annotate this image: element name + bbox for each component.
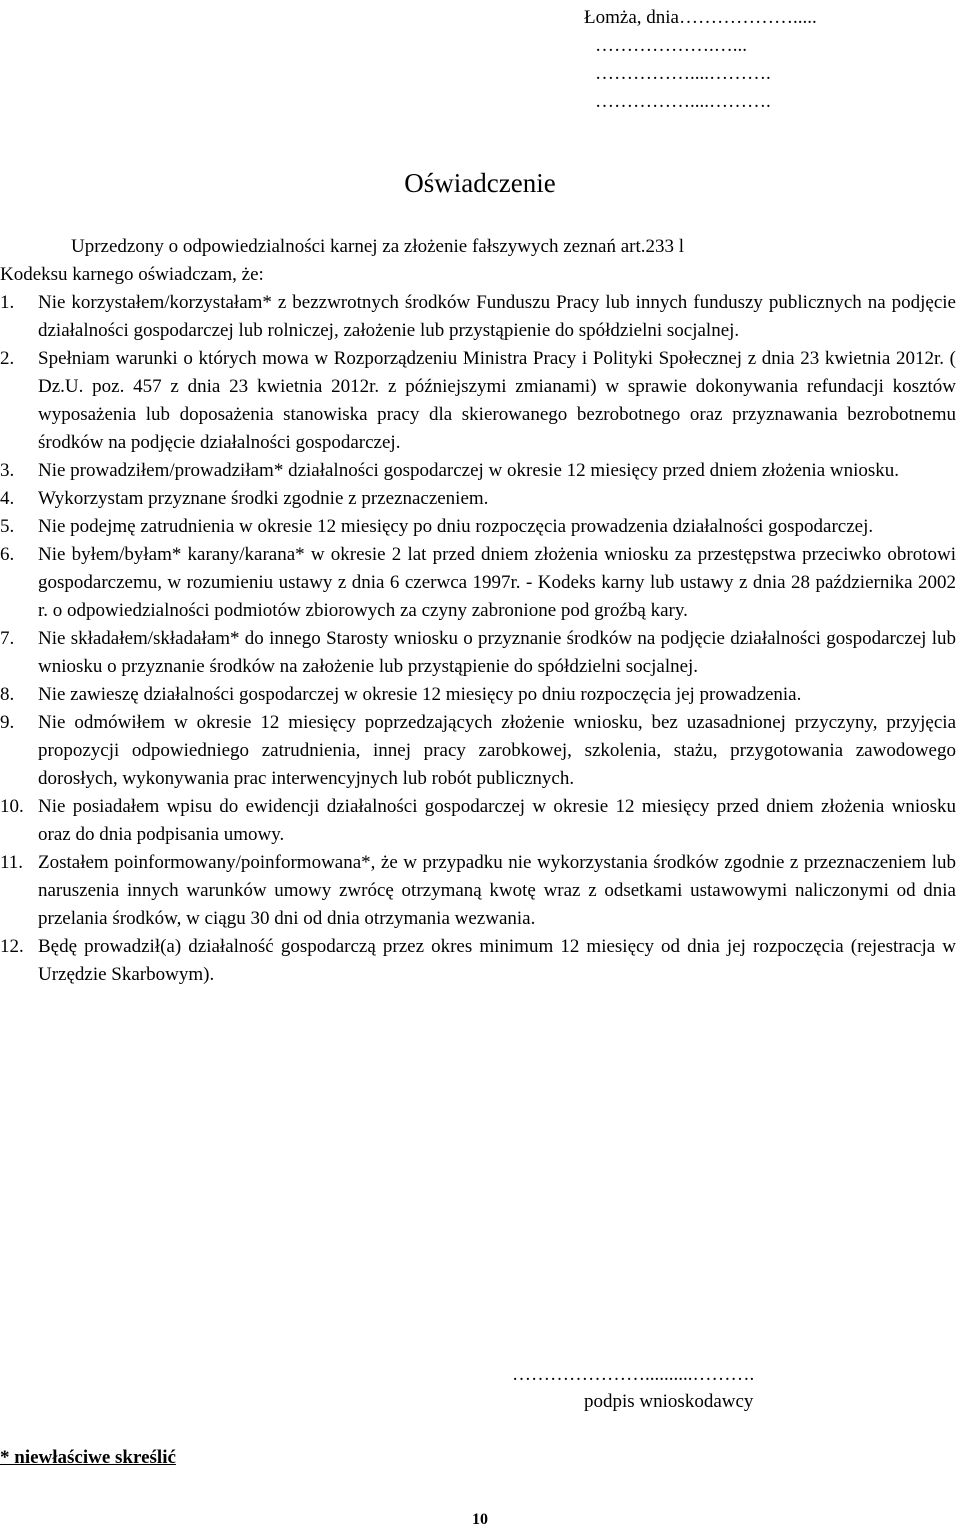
item-text: Nie odmówiłem w okresie 12 miesięcy poprzedzających złożenie wniosku, bez uzasadnionej przyczyny, przyjęcia propozycji odpowiedniego zatrudnienia, innej pracy zarobkowej, szkolenia, stażu, przygotowania zawodowego dorosłych, wykonywania prac interwencyjnych lub robót publicznych.	[38, 712, 956, 789]
signature-dots: …………………..........……….	[512, 1364, 755, 1385]
list-item	[0, 681, 956, 709]
item-number: 9.	[0, 712, 15, 733]
list-item	[0, 485, 956, 513]
item-number: 4.	[0, 488, 15, 509]
item-number: 6.	[0, 544, 15, 565]
list-item	[0, 933, 956, 989]
item-text: Nie korzystałem/korzystałam* z bezzwrotnych środków Funduszu Pracy lub innych funduszy publicznych na podjęcie działalności gospodarczej lub rolniczej, założenie lub przystąpienie do spółdzielni socjalnej.	[38, 292, 956, 341]
item-text: Nie byłem/byłam* karany/karana* w okresie 2 lat przed dniem złożenia wniosku za przestępstwa przeciwko obrotowi gospodarczemu, w rozumieniu ustawy z dnia 6 czerwca 1997r. - Kodeks karny lub ustawy z dnia 28 października 2002 r. o odpowiedzialności podmiotów zbiorowych za czyny zabronione pod groźbą kary.	[38, 544, 956, 621]
item-text: Spełniam warunki o których mowa w Rozporządzeniu Ministra Pracy i Polityki Społecznej z dnia 23 kwietnia 2012r. ( Dz.U. poz. 457 z dnia 23 kwietnia 2012r. z późniejszymi zmianami) w sprawie dokonywania refundacji kosztów wyposażenia lub doposażenia stanowiska pracy dla skierowanego bezrobotnego oraz przyznawania bezrobotnemu środków na podjęcie działalności gospodarczej.	[38, 348, 956, 453]
item-text: Nie prowadziłem/prowadziłam* działalności gospodarczej w okresie 12 miesięcy przed dniem złożenia wniosku.	[38, 460, 900, 481]
address-dots-line-1: ……………….…...	[595, 35, 747, 56]
item-text: Nie składałem/składałam* do innego Starosty wniosku o przyznanie środków na podjęcie działalności gospodarczej lub wniosku o przyznanie środków na założenie lub przystąpienie do spółdzielni socjalnej.	[38, 628, 956, 677]
item-number: 1.	[0, 292, 15, 313]
list-item	[0, 793, 956, 849]
item-number: 11.	[0, 852, 24, 873]
list-item	[0, 849, 956, 933]
address-dots-line-3: ……………....……….	[595, 91, 771, 112]
page-number: 10	[472, 1511, 488, 1528]
declaration-list	[0, 289, 956, 989]
list-item	[0, 345, 956, 457]
item-text: Wykorzystam przyznane środki zgodnie z przeznaczeniem.	[38, 488, 489, 509]
item-text: Nie posiadałem wpisu do ewidencji działalności gospodarczej w okresie 12 miesięcy przed dniem złożenia wniosku oraz do dnia podpisania umowy.	[38, 796, 956, 845]
list-item	[0, 541, 956, 625]
item-text: Będę prowadził(a) działalność gospodarczą przez okres minimum 12 miesięcy od dnia jej rozpoczęcia (rejestracja w Urzędzie Skarbowym).	[38, 936, 956, 985]
signature-label: podpis wnioskodawcy	[584, 1391, 754, 1412]
item-text: Zostałem poinformowany/poinformowana*, że w przypadku nie wykorzystania środków zgodnie z przeznaczeniem lub naruszenia innych warunków umowy zwrócę otrzymaną kwotę wraz z odsetkami ustawowymi naliczonymi od dnia przelania środków, w ciągu 30 dni od dnia otrzymania wezwania.	[38, 852, 956, 929]
place-date-line: Łomża, dnia……………….....	[584, 7, 817, 28]
item-number: 3.	[0, 460, 15, 481]
footnote: * niewłaściwe skreślić	[0, 1447, 176, 1468]
address-dots-line-2: ……………....……….	[595, 63, 771, 84]
list-item	[0, 625, 956, 681]
intro-line-2: Kodeksu karnego oświadczam, że:	[0, 264, 264, 285]
list-item	[0, 513, 956, 541]
item-number: 7.	[0, 628, 15, 649]
item-number: 5.	[0, 516, 15, 537]
document-title: Oświadczenie	[404, 168, 556, 198]
item-number: 8.	[0, 684, 15, 705]
list-item	[0, 709, 956, 793]
item-number: 2.	[0, 348, 15, 369]
item-text: Nie podejmę zatrudnienia w okresie 12 miesięcy po dniu rozpoczęcia prowadzenia działalności gospodarczej.	[38, 516, 874, 537]
item-number: 10.	[0, 796, 24, 817]
item-text: Nie zawieszę działalności gospodarczej w okresie 12 miesięcy po dniu rozpoczęcia jej prowadzenia.	[38, 684, 802, 705]
intro-line-1: Uprzedzony o odpowiedzialności karnej za złożenie fałszywych zeznań art.233 l	[71, 236, 685, 257]
list-item	[0, 457, 956, 485]
list-item	[0, 289, 956, 345]
item-number: 12.	[0, 936, 24, 957]
